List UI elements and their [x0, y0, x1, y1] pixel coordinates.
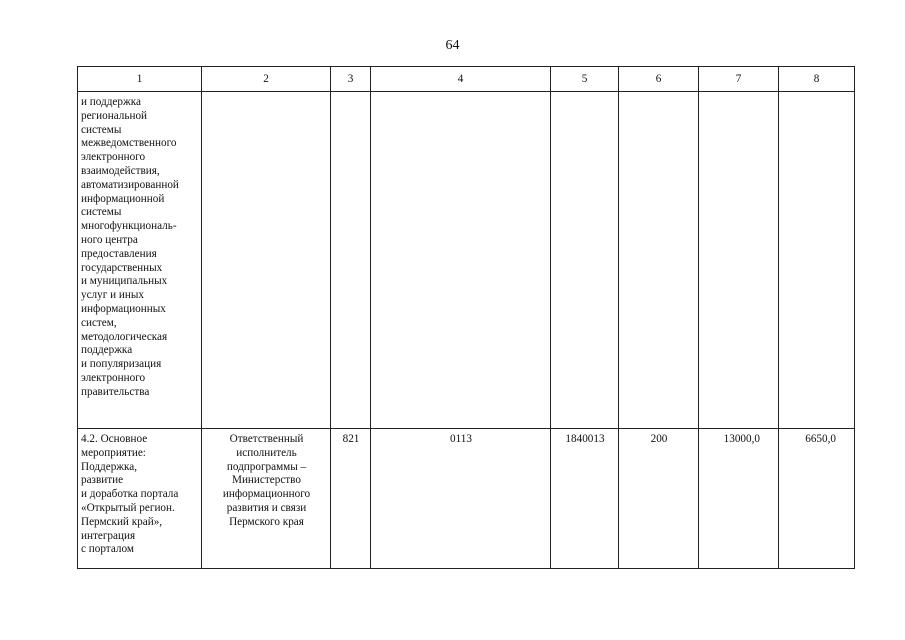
table-cell: [779, 92, 855, 429]
table-cell: [699, 92, 779, 429]
table-cell-code: 821: [331, 429, 371, 569]
table-row: [78, 429, 855, 569]
column-header: 3: [331, 67, 371, 92]
table-cell-description: и поддержка региональной системы межведомственного электронного взаимодействия, автоматизированной информационной системы многофункциональ- ного центра предоставления государственных и муниципальных услуг и иных информационных систем, методологическая поддержка и популяризация электронного правительства: [78, 92, 202, 429]
table-cell: [202, 92, 331, 429]
table-cell-code: 200: [619, 429, 699, 569]
page-number: 64: [445, 38, 460, 53]
table-cell: [371, 92, 551, 429]
column-header: 8: [779, 67, 855, 92]
table-cell: [331, 92, 371, 429]
table-cell: [619, 92, 699, 429]
table-cell-description: 4.2. Основное мероприятие: Поддержка, развитие и доработка портала «Открытый регион. Пермский край», интеграция с порталом: [78, 429, 202, 569]
budget-table: [77, 66, 855, 569]
table-cell-code: 1840013: [551, 429, 619, 569]
table-cell-responsible: Ответственный исполнитель подпрограммы – Министерство информационного развития и связи Пермского края: [202, 429, 331, 569]
column-header: 4: [371, 67, 551, 92]
table-cell-amount: 6650,0: [779, 429, 855, 569]
column-header: 6: [619, 67, 699, 92]
table-header-row: [78, 67, 855, 92]
table-cell-amount: 13000,0: [699, 429, 779, 569]
table-cell: [551, 92, 619, 429]
table-row: [78, 92, 855, 429]
table-cell-code: 0113: [371, 429, 551, 569]
column-header: 1: [78, 67, 202, 92]
column-header: 5: [551, 67, 619, 92]
column-header: 7: [699, 67, 779, 92]
column-header: 2: [202, 67, 331, 92]
